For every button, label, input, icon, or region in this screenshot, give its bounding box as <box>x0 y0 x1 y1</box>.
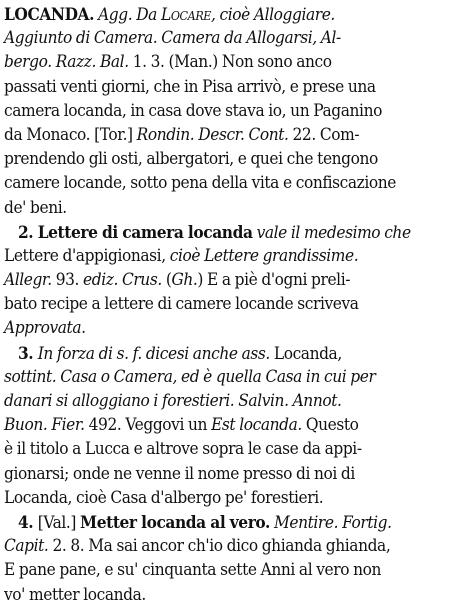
entry-text-line <box>4 510 430 534</box>
italic-run: Capit. <box>4 536 49 556</box>
entry-text-line <box>4 244 430 268</box>
entry-text-line <box>4 147 430 171</box>
entry-text-line <box>4 26 430 50</box>
entry-text-line <box>4 220 430 244</box>
entry-text-line <box>4 534 430 558</box>
bold-run: 4. <box>17 511 38 532</box>
text-run: 492. Veggovi un <box>84 415 212 435</box>
italic-run: Aggiunto di Camera. Camera da Allogarsi, Al- <box>4 28 341 48</box>
entry-text-line <box>4 99 430 123</box>
text-run: Locanda, <box>269 343 342 363</box>
text-run: da Monaco. [Tor.] <box>4 124 137 144</box>
entry-text-line <box>4 123 430 147</box>
entry-text-line <box>4 292 430 316</box>
bold-run: Metter locanda al vero. <box>80 511 270 532</box>
italic-run: cioè Lettere grandissime. <box>169 245 359 265</box>
text-run: Locanda, cioè Casa d'albergo pe' forestieri. <box>4 487 324 507</box>
headword: LOCANDA. <box>4 4 95 24</box>
entry-headline <box>4 2 430 26</box>
dictionary-entry <box>4 2 462 607</box>
italic-run: Rondin. Descr. Cont. <box>136 124 289 144</box>
entry-text-line <box>4 462 430 486</box>
entry-text-line <box>4 365 430 389</box>
text-run: [Val.] <box>37 512 81 532</box>
text-run: bato recipe a lettere di camere locande scriveva <box>4 294 359 314</box>
text-run: passati venti giorni, che in Pisa arrivò, e prese una <box>4 76 376 96</box>
italic-run: , cioè Alloggiare. <box>211 5 335 24</box>
italic-run: In forza di s. f. dicesi anche ass. <box>37 343 270 363</box>
entry-text-line <box>4 413 430 437</box>
entry-text-line <box>4 171 430 195</box>
italic-run: sottint. Casa o Camera, ed è quella Casa in cui per <box>4 366 376 386</box>
text-run: gionarsi; onde ne venne il nome presso di noi di <box>4 463 355 483</box>
text-run: camera locanda, in casa dove stava io, un Paganino <box>4 100 382 120</box>
entry-text-line <box>4 268 430 292</box>
italic-run: Gh. <box>171 270 198 290</box>
text-run: 93. <box>51 270 84 290</box>
italic-run: ediz. Crus. <box>83 270 162 290</box>
entry-text-line <box>4 437 430 461</box>
text-run: camere locande, sotto pena della vita e confiscazione <box>4 173 396 193</box>
text-run: ( <box>161 270 172 290</box>
entry-text-line <box>4 341 430 365</box>
italic-run: bergo. Razz. Bal. <box>4 52 129 72</box>
entry-text-line <box>4 583 430 607</box>
text-run: 22. Com- <box>288 124 360 144</box>
bold-run: 3. <box>17 342 38 363</box>
text-run: 2. 8. Ma sai ancor ch'io dico ghianda ghianda, <box>48 536 391 556</box>
bold-run: 2. Lettere di camera locanda <box>17 221 253 242</box>
text-run: Questo <box>301 415 359 435</box>
italic-run: Est locanda. <box>211 415 302 435</box>
entry-text-line <box>4 316 430 340</box>
text-run: ) E a piè d'ogni preli- <box>197 270 351 290</box>
italic-run: danari si alloggiano i forestieri. Salvin. Annot. <box>4 391 342 410</box>
italic-run: Agg. Da <box>94 5 161 24</box>
entry-text-line <box>4 389 430 413</box>
italic-run: Locare <box>160 5 212 24</box>
text-run: prendendo gli osti, albergatori, e quei che tengono <box>4 149 378 169</box>
text-run: E pane pane, e su' cinquanta sette Anni al vero non <box>4 560 382 580</box>
italic-run: Allegr. <box>4 270 52 290</box>
entry-text-line <box>4 50 430 74</box>
entry-text-line <box>4 75 430 99</box>
italic-run: Approvata. <box>4 318 86 338</box>
entry-text-line <box>4 558 430 582</box>
text-run: 1. 3. (Man.) Non sono anco <box>128 52 332 72</box>
entry-text-line <box>4 486 430 510</box>
text-run: Lettere d'appigionasi, <box>4 245 170 265</box>
italic-run: Buon. Fier. <box>4 415 85 435</box>
text-run: è il titolo a Lucca e altrove sopra le case da appi- <box>4 439 362 459</box>
italic-run: vale il medesimo che <box>252 222 411 242</box>
entry-text-line <box>4 196 430 220</box>
italic-run: Mentire. Fortig. <box>269 512 392 532</box>
text-run: de' beni. <box>4 197 67 217</box>
text-run: vo' metter locanda. <box>4 584 146 604</box>
